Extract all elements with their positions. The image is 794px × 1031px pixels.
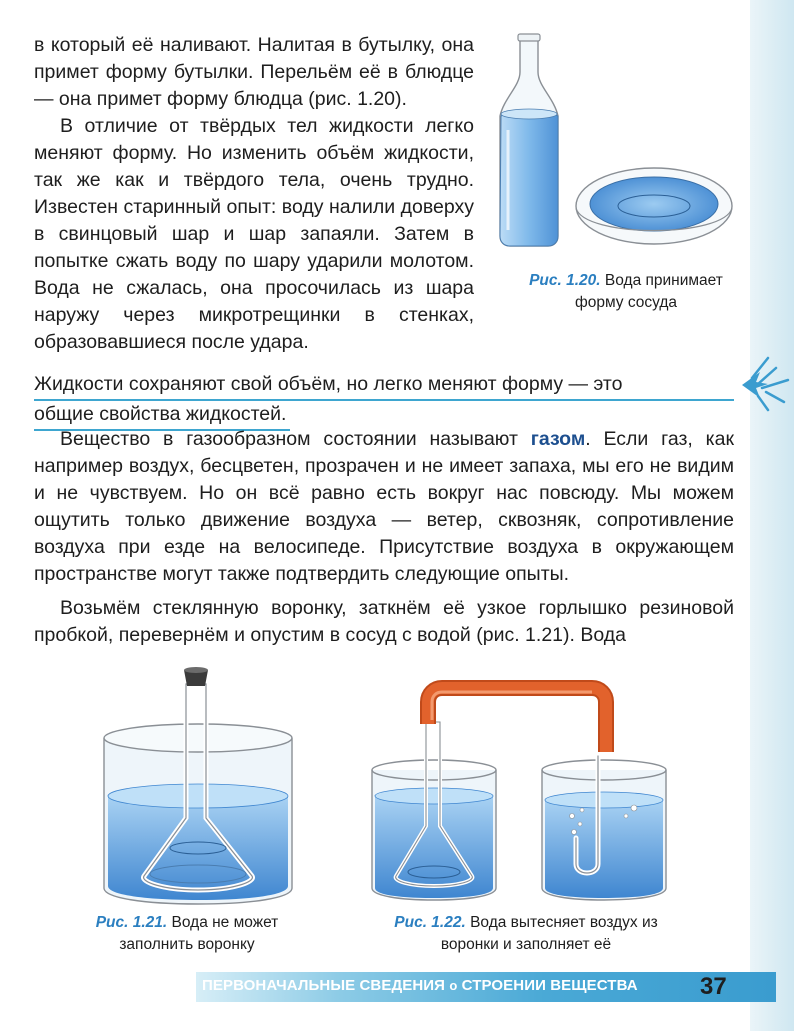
figure-1-21-label: Рис. 1.21. xyxy=(95,914,168,931)
main-text xyxy=(34,426,734,649)
connecting-tube xyxy=(428,688,606,752)
saucer xyxy=(576,168,732,244)
key-statement xyxy=(34,371,734,431)
figure-1-22-text: Вода вытесняет воздух из воронки и заполняет её xyxy=(440,914,658,953)
chapter-title xyxy=(202,977,638,994)
gas-paragraph xyxy=(34,426,734,588)
term-gas: газом xyxy=(530,428,586,450)
key-statement-line-2: общие свойства жидкостей. xyxy=(34,401,290,431)
intro-paragraph-2: В отличие от твёрдых тел жидкости легко меняют форму. Но изменить объём жидкости, так же как и твёрдого тела, очень трудно. Известен старинный опыт: воду налили доверху в свинцовый шар и шар запаяли. Затем в попытке сжать воду по шару ударили молотом. Вода не сжалась, она просочилась из шара наружу через микротрещинки в стенках, образовавшиеся после удара. xyxy=(34,115,474,353)
chapter-title-conjunction: о xyxy=(449,978,458,993)
intro-text xyxy=(34,32,474,356)
funnel-paragraph: Возьмём стеклянную воронку, заткнём её узкое горлышко резиновой пробкой, перевернём и опустим в сосуд с водой (рис. 1.21). Вода xyxy=(34,597,734,646)
figure-1-21-caption xyxy=(62,912,312,956)
gas-paragraph-start: Вещество в газообразном состоянии называют xyxy=(60,428,531,450)
figure-1-22-label: Рис. 1.22. xyxy=(394,914,466,931)
figure-1-20-bottle-and-saucer xyxy=(492,30,738,270)
figure-1-20-text: Вода принимает форму сосуда xyxy=(574,272,723,311)
arrow-marker-icon xyxy=(738,352,794,418)
page-number: 37 xyxy=(700,973,727,1000)
figure-1-21-text: Вода не может заполнить воронку xyxy=(119,914,279,953)
figure-1-20-label: Рис. 1.20. xyxy=(529,272,601,289)
figure-1-22-air-displacement xyxy=(368,676,670,908)
bottle xyxy=(500,34,558,246)
key-statement-line-1: Жидкости сохраняют свой объём, но легко меняют форму — это xyxy=(34,371,734,401)
left-beaker xyxy=(372,722,496,900)
chapter-title-part-2: СТРОЕНИИ ВЕЩЕСТВА xyxy=(461,977,638,994)
figure-1-21-funnel-in-water xyxy=(100,658,300,908)
gas-paragraph-rest: . Если газ, как например воздух, бесцветен, прозрачен и не имеет запаха, мы его не видим и не чувствуем. Но он всё равно есть вокруг нас повсюду. Мы можем ощутить только движение воздуха — ветер, сквозняк, сопротивление воздуха при езде на велосипеде. Присутствие воздуха в окружающем пространстве могут также подтвердить следующие опыты. xyxy=(34,428,735,585)
intro-paragraph-1: в который её наливают. Налитая в бутылку, она примет форму бутылки. Перельём её в блюдце — она примет форму блюдца (рис. 1.20). xyxy=(34,34,474,110)
rubber-stopper xyxy=(184,667,208,686)
chapter-title-part-1: ПЕРВОНАЧАЛЬНЫЕ СВЕДЕНИЯ xyxy=(202,977,446,994)
page-edge-strip xyxy=(750,0,794,1031)
figure-1-20-caption xyxy=(528,270,724,314)
figure-1-22-caption xyxy=(376,912,676,956)
right-beaker xyxy=(542,756,666,900)
